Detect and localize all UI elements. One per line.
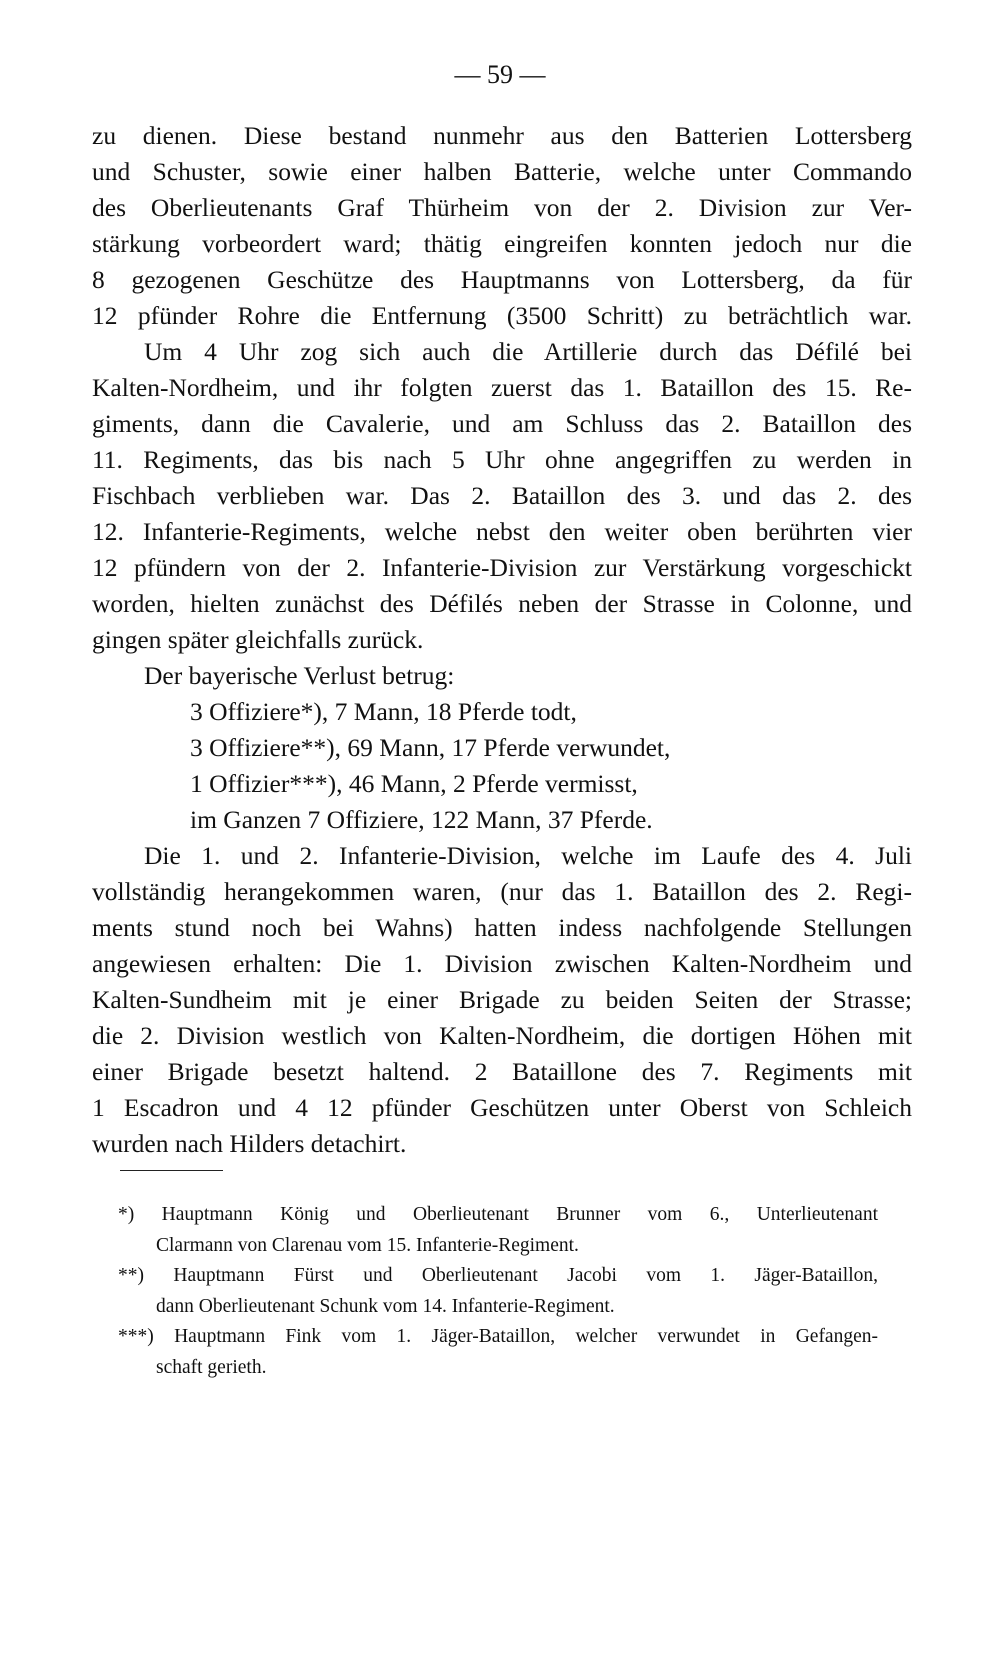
text-line: giments, dann die Cavalerie, und am Schluss das 2. Bataillon des xyxy=(92,409,912,438)
footnote xyxy=(118,1322,878,1383)
text-line: 12. Infanterie-Regiments, welche nebst den weiter oben berührten vier xyxy=(92,517,912,546)
text-line: 11. Regiments, das bis nach 5 Uhr ohne angegriffen zu werden in xyxy=(92,445,912,474)
text-line: Kalten-Nordheim, und ihr folgten zuerst das 1. Bataillon des 15. Re- xyxy=(92,373,912,402)
text-line: 8 gezogenen Geschütze des Hauptmanns von Lottersberg, da für xyxy=(92,265,912,294)
page-number: — 59 — xyxy=(454,60,546,89)
footnote-line: schaft gerieth. xyxy=(156,1356,267,1378)
text-line: wurden nach Hilders detachirt. xyxy=(92,1129,407,1158)
text-line: stärkung vorbeordert ward; thätig eingreifen konnten jedoch nur die xyxy=(92,229,912,258)
footnote-line: dann Oberlieutenant Schunk vom 14. Infanterie-Regiment. xyxy=(156,1295,615,1317)
text-line: Fischbach verblieben war. Das 2. Bataillon des 3. und das 2. des xyxy=(92,481,912,510)
footnote-line: **) Hauptmann Fürst und Oberlieutenant Jacobi vom 1. Jäger-Bataillon, xyxy=(118,1265,878,1286)
text-line: Um 4 Uhr zog sich auch die Artillerie durch das Défilé bei xyxy=(144,337,912,366)
footnote-line: ***) Hauptmann Fink vom 1. Jäger-Bataillon, welcher verwundet in Gefangen- xyxy=(118,1326,878,1347)
text-line: die 2. Division westlich von Kalten-Nordheim, die dortigen Höhen mit xyxy=(92,1021,912,1050)
footnote xyxy=(118,1200,878,1261)
text-line: Kalten-Sundheim mit je einer Brigade zu beiden Seiten der Strasse; xyxy=(92,985,912,1014)
footnote xyxy=(118,1261,878,1322)
footnote-line: Clarmann von Clarenau vom 15. Infanterie-Regiment. xyxy=(156,1234,579,1256)
paragraph xyxy=(92,838,912,1162)
text-line: worden, hielten zunächst des Défilés neben der Strasse in Colonne, und xyxy=(92,589,912,618)
text-line: zu dienen. Diese bestand nunmehr aus den Batterien Lottersberg xyxy=(92,121,912,150)
loss-line: 3 Offiziere**), 69 Mann, 17 Pferde verwundet, xyxy=(190,733,671,762)
text-line: einer Brigade besetzt haltend. 2 Bataillone des 7. Regiments mit xyxy=(92,1057,912,1086)
footnote-line: *) Hauptmann König und Oberlieutenant Brunner vom 6., Unterlieutenant xyxy=(118,1204,878,1225)
paragraph xyxy=(92,118,912,334)
text-line: 12 pfündern von der 2. Infanterie-Division zur Verstärkung vorgeschickt xyxy=(92,553,912,582)
loss-line: 1 Offizier***), 46 Mann, 2 Pferde vermisst, xyxy=(190,769,638,798)
text-line: ments stund noch bei Wahns) hatten indess nachfolgende Stellungen xyxy=(92,913,912,942)
text-line: 12 pfünder Rohre die Entfernung (3500 Schritt) zu beträchtlich war. xyxy=(92,301,912,330)
text-line: 1 Escadron und 4 12 pfünder Geschützen unter Oberst von Schleich xyxy=(92,1093,912,1122)
loss-total: im Ganzen 7 Offiziere, 122 Mann, 37 Pferde. xyxy=(190,805,653,834)
loss-line: 3 Offiziere*), 7 Mann, 18 Pferde todt, xyxy=(190,697,577,726)
body-text xyxy=(92,118,912,1162)
loss-intro: Der bayerische Verlust betrug: xyxy=(144,661,455,690)
text-line: Die 1. und 2. Infanterie-Division, welche im Laufe des 4. Juli xyxy=(144,841,912,870)
paragraph xyxy=(92,334,912,658)
text-line: und Schuster, sowie einer halben Batterie, welche unter Commando xyxy=(92,157,912,186)
text-line: angewiesen erhalten: Die 1. Division zwischen Kalten-Nordheim und xyxy=(92,949,912,978)
footnotes xyxy=(118,1200,878,1383)
text-line: vollständig herangekommen waren, (nur das 1. Bataillon des 2. Regi- xyxy=(92,877,912,906)
text-line: des Oberlieutenants Graf Thürheim von der 2. Division zur Ver- xyxy=(92,193,912,222)
loss-table xyxy=(92,658,912,838)
text-line: gingen später gleichfalls zurück. xyxy=(92,625,424,654)
footnote-divider xyxy=(120,1170,223,1171)
